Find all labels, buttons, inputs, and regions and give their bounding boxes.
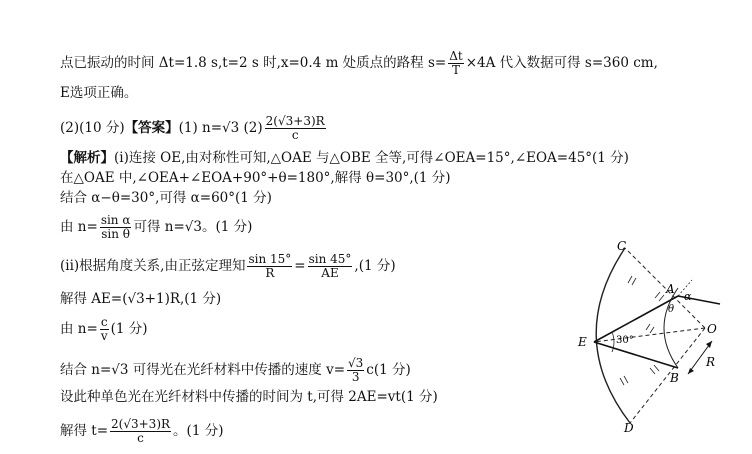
line-8-end: ,(1 分) xyxy=(354,258,396,274)
frac-num: 2(√3+3)R xyxy=(111,417,171,431)
answer-part-1: (1) n=√3 (2) xyxy=(178,120,263,136)
frac-den: sin θ xyxy=(101,227,131,241)
answer-label: 【答案】 xyxy=(124,120,179,136)
fraction-sin xyxy=(100,214,132,241)
analysis-line-4 xyxy=(60,214,252,241)
ray-ea xyxy=(594,296,678,342)
frac-num: sin 15° xyxy=(248,252,292,266)
line-1-start: 点已振动的时间 Δt=1.8 s,t=2 s 时,x=0.4 m 处质点的路程 s= xyxy=(60,55,447,71)
frac-num: sin 45° xyxy=(308,252,352,266)
analysis-line-1 xyxy=(60,150,629,166)
label-b: B xyxy=(670,371,679,385)
line-oe xyxy=(594,328,705,342)
text-line-2: E选项正确。 xyxy=(60,85,138,101)
line-11-end: c(1 分) xyxy=(366,362,411,378)
frac-num: c xyxy=(100,315,108,329)
hatch-marks xyxy=(620,276,664,385)
fraction-root3-over-3 xyxy=(347,357,364,384)
frac-den: R xyxy=(265,266,275,280)
text-line-1 xyxy=(60,50,658,77)
analysis-text-1: (i)连接 OE,由对称性可知,△OAE 与△OBE 全等,可得∠OEA=15°,∠EOA=45°(1 分) xyxy=(114,150,629,166)
analysis-line-9: 设此种单色光在光纤材料中传播的时间为 t,可得 2AE=vt(1 分) xyxy=(60,389,438,405)
line-13-start: 解得 t= xyxy=(60,423,109,439)
analysis-line-5 xyxy=(60,253,396,280)
frac-num: 2(√3+3)R xyxy=(265,114,325,128)
analysis-line-7 xyxy=(60,316,148,343)
line-10-end: (1 分) xyxy=(110,321,148,337)
label-alpha: α xyxy=(684,290,692,303)
answer-line xyxy=(60,115,328,142)
label-c: C xyxy=(617,239,627,253)
angle-arc-e xyxy=(612,332,614,352)
arrow-tail-icon xyxy=(688,368,694,374)
label-r: R xyxy=(706,355,716,369)
equals-sign: = xyxy=(294,258,306,274)
label-a: A xyxy=(666,282,675,296)
line-13-end: 。(1 分) xyxy=(173,423,224,439)
question-score: (2)(10 分) xyxy=(60,120,125,136)
optical-fiber-diagram xyxy=(560,238,740,438)
fraction-answer xyxy=(265,115,326,142)
analysis-line-10 xyxy=(60,418,223,445)
analysis-line-2: 在△OAE 中,∠OEA+∠EOA+90°+θ=180°,解得 θ=30°,(1 分) xyxy=(60,170,451,186)
analysis-line-6: 解得 AE=(√3+1)R,(1 分) xyxy=(60,291,222,307)
frac-num: Δt xyxy=(449,49,463,63)
frac-den: AE xyxy=(321,266,339,280)
fraction-c-over-v xyxy=(100,316,109,343)
line-1-end: ×4A 代入数据可得 s=360 cm, xyxy=(465,55,658,71)
line-10-start: 由 n= xyxy=(60,321,98,337)
frac-den: c xyxy=(137,431,144,445)
frac-den: T xyxy=(451,63,460,77)
fraction-sin15 xyxy=(247,253,292,280)
label-d: D xyxy=(624,421,634,435)
frac-den: 3 xyxy=(351,370,360,384)
frac-den: v xyxy=(100,329,108,343)
label-30deg: 30° xyxy=(616,335,634,346)
radius-od xyxy=(630,328,705,423)
frac-den: c xyxy=(291,128,299,142)
line-11-start: 结合 n=√3 可得光在光纤材料中传播的速度 v= xyxy=(60,362,346,378)
label-theta: θ xyxy=(668,304,675,315)
line-7-start: 由 n= xyxy=(60,219,98,235)
fraction-sin45 xyxy=(308,253,353,280)
label-e: E xyxy=(578,335,587,349)
analysis-line-8 xyxy=(60,357,411,384)
fraction-dt-over-T xyxy=(448,50,464,77)
analysis-line-3: 结合 α−θ=30°,可得 α=60°(1 分) xyxy=(60,190,272,206)
fraction-final xyxy=(110,418,171,445)
line-8-start: (ii)根据角度关系,由正弦定理知 xyxy=(60,258,246,274)
frac-num: √3 xyxy=(348,356,364,370)
line-7-end: 可得 n=√3。(1 分) xyxy=(133,219,253,235)
arrow-head-icon xyxy=(706,341,712,348)
frac-num: sin α xyxy=(100,213,131,227)
analysis-label: 【解析】 xyxy=(60,150,114,166)
label-o: O xyxy=(707,322,717,336)
ray-eb xyxy=(594,342,678,368)
